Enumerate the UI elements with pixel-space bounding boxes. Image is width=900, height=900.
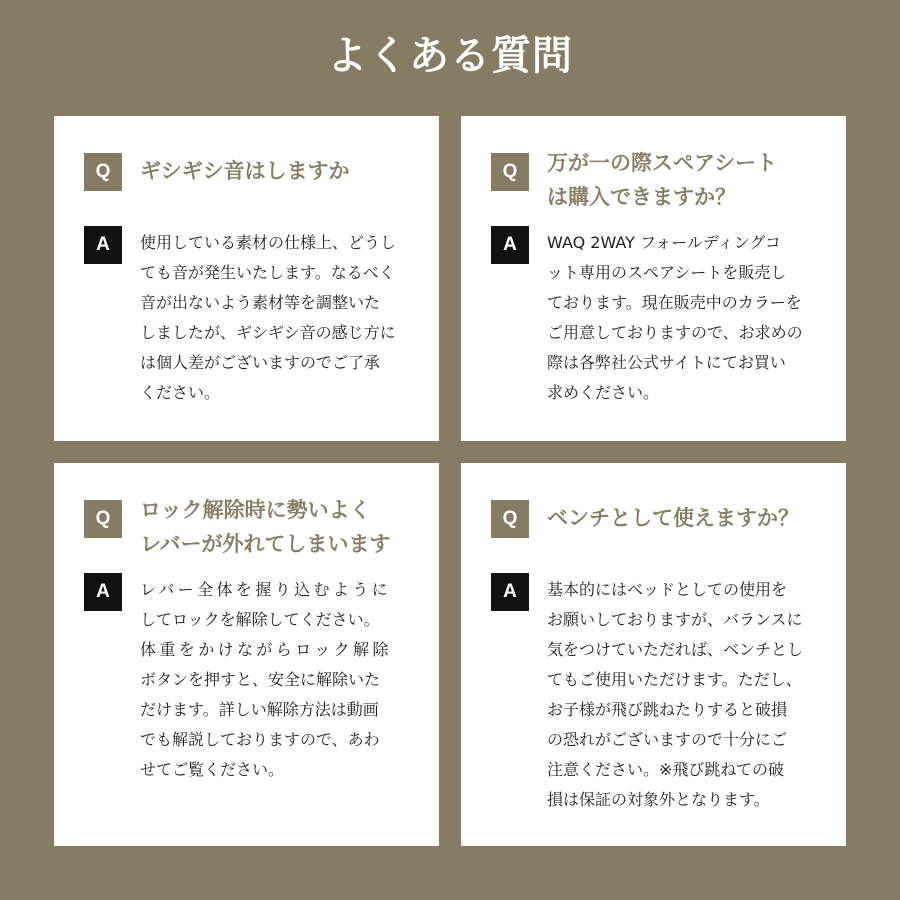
answer-line: しましたが、ギシギシ音の感じ方に xyxy=(140,323,396,342)
question-line: ベンチとして使えますか？ xyxy=(547,506,799,530)
answer-line: ご用意しておりますので、お求めの xyxy=(547,323,803,342)
question-badge: Q xyxy=(84,153,122,191)
answer-line: は個人差がございますのでご了承 xyxy=(140,353,381,372)
answer-line: WAQ 2WAY フォールディングコ xyxy=(547,233,781,252)
question-badge: Q xyxy=(491,153,529,191)
faq-card xyxy=(461,116,846,441)
answer-text xyxy=(547,575,803,815)
question-badge: Q xyxy=(84,500,122,538)
faq-card xyxy=(461,463,846,846)
answer-line: 体重をかけながらロック解除 xyxy=(140,640,392,659)
question-line: は購入できますか？ xyxy=(547,185,736,209)
answer-badge: A xyxy=(84,573,122,611)
question-text xyxy=(547,146,777,214)
faq-card xyxy=(54,463,439,846)
answer-badge: A xyxy=(491,226,529,264)
answer-line: 音が出ないよう素材等を調整いた xyxy=(140,293,381,312)
answer-line: ても音が発生いたします。なるべく xyxy=(140,263,395,282)
answer-line: 基本的にはベッドとしての使用を xyxy=(547,580,788,599)
page-title: よくある質問 xyxy=(327,33,573,79)
question-line: レバーが外れてしまいます xyxy=(140,532,391,556)
question-line: 万が一の際スペアシート xyxy=(547,151,778,175)
question-text xyxy=(140,154,350,188)
answer-line: ボタンを押すと、安全に解除いた xyxy=(140,670,381,689)
answer-line: 損は保証の対象外となります。 xyxy=(547,790,770,809)
question-line: ギシギシ音はしますか xyxy=(140,159,350,183)
answer-line: お願いしておりますが、バランスに xyxy=(547,610,803,629)
answer-line: ット専用のスペアシートを販売し xyxy=(547,263,787,282)
answer-text xyxy=(547,228,803,408)
question-text xyxy=(140,493,391,561)
answer-line: の恐れがございますので十分にご xyxy=(547,730,788,749)
answer-line: 気をつけていただれば、ベンチとし xyxy=(547,640,804,659)
answer-text xyxy=(140,575,392,785)
answer-line: 求めください。 xyxy=(547,383,660,402)
faq-card xyxy=(54,116,439,441)
question-line: ロック解除時に勢いよく xyxy=(140,498,371,522)
answer-line: レバー全体を握り込むように xyxy=(140,580,392,599)
answer-line: ております。現在販売中のカラーを xyxy=(547,293,802,312)
answer-line: でも解説しておりますので、あわ xyxy=(140,730,380,749)
question-badge: Q xyxy=(491,500,529,538)
answer-line: ください。 xyxy=(140,383,221,402)
answer-line: お子様が飛び跳ねたりすると破損 xyxy=(547,700,788,719)
answer-line: してロックを解除してください。 xyxy=(140,610,380,629)
answer-line: せてご覧ください。 xyxy=(140,760,285,779)
answer-badge: A xyxy=(84,226,122,264)
answer-line: 注意ください。※飛び跳ねての破 xyxy=(547,760,785,779)
question-text xyxy=(547,501,799,535)
answer-line: てもご使用いただけます。ただし、 xyxy=(547,670,802,689)
answer-line: 使用している素材の仕様上、どうし xyxy=(140,233,397,252)
answer-line: だけます。詳しい解除方法は動画 xyxy=(140,700,379,719)
answer-text xyxy=(140,228,396,408)
answer-badge: A xyxy=(491,573,529,611)
answer-line: 際は各弊社公式サイトにてお買い xyxy=(547,353,786,372)
